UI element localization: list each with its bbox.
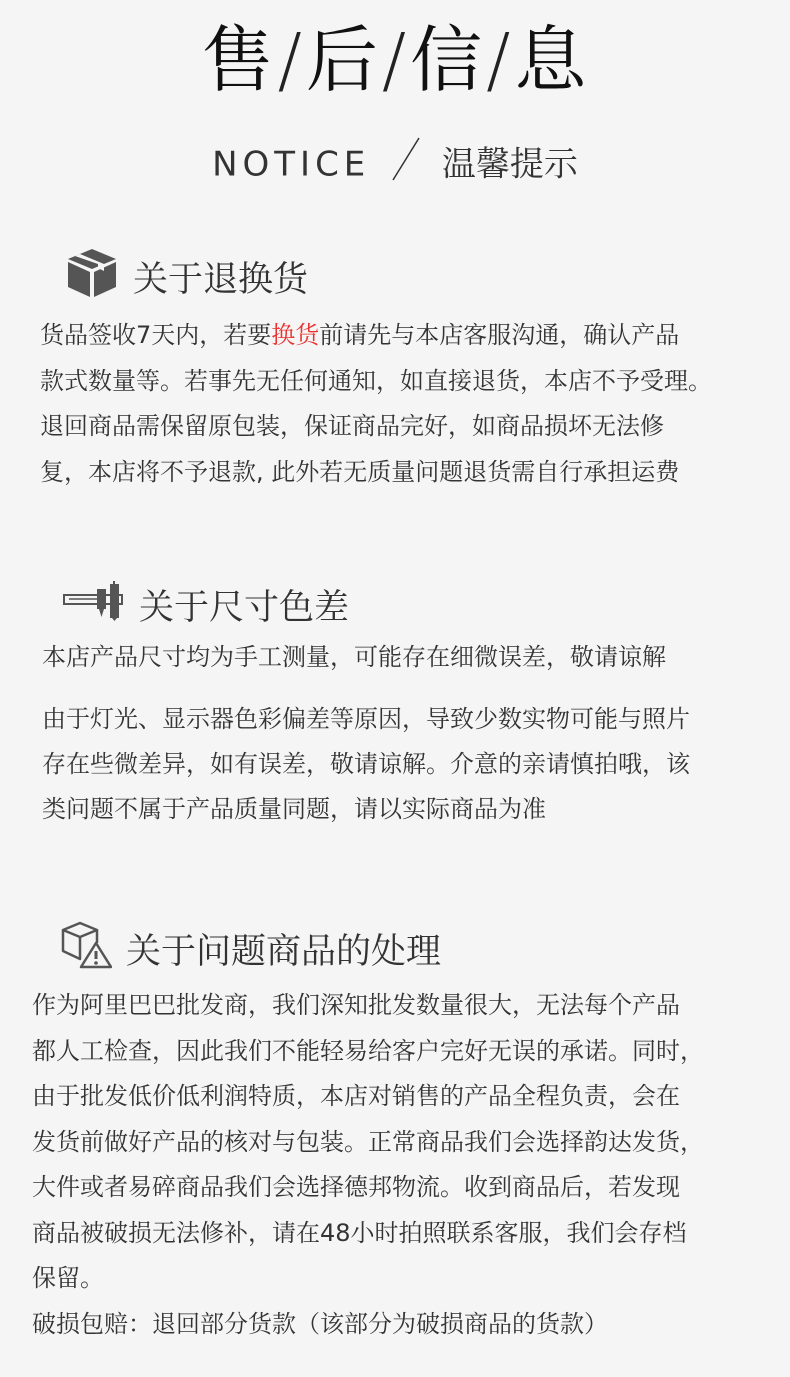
slash-divider-icon: [381, 134, 431, 198]
section-title: 关于尺寸色差: [139, 588, 350, 628]
section-body-problem-goods: [32, 983, 704, 1347]
text-line: 大件或者易碎商品我们会选择德邦物流。收到商品后，若发现: [32, 1173, 680, 1201]
title-separator: /: [277, 18, 304, 102]
section-title: 关于退换货: [133, 260, 309, 300]
box-warning-icon: [60, 921, 112, 978]
box-icon: [65, 247, 119, 308]
text-line: 作为阿里巴巴批发商，我们深知批发数量很大，无法每个产品: [32, 991, 680, 1019]
section-intro-size: [42, 637, 666, 677]
text-segment: 货品签收7天内，若要: [40, 321, 272, 349]
caliper-icon: [63, 581, 125, 630]
page-title: [0, 12, 790, 108]
text-line: 款式数量等。若事先无任何通知，如直接退货，本店不予受理。: [40, 366, 712, 395]
subtitle-chinese: 温馨提示: [441, 144, 578, 185]
text-line: 发货前做好产品的核对与包装。正常商品我们会选择韵达发货，: [32, 1127, 704, 1156]
highlight-text: 换货: [271, 321, 320, 349]
text-line: 复，本店将不予退款, 此外若无质量问题退货需自行承担运费: [40, 457, 680, 486]
section-heading-size: [63, 578, 349, 632]
page-subtitle: [0, 134, 790, 198]
text-line: 类问题不属于产品质量同题，请以实际商品为准: [42, 795, 546, 823]
text-line: [40, 313, 712, 359]
section-body-returns: [40, 313, 712, 495]
title-separator: /: [381, 18, 409, 102]
text-line: 保留。: [32, 1264, 104, 1292]
text-line: 由于灯光、显示器色彩偏差等原因，导致少数实物可能与照片: [42, 705, 690, 733]
title-separator: /: [486, 18, 513, 102]
text-segment: 前请先与本店客服沟通，确认产品: [319, 321, 680, 349]
section-body-size: [42, 697, 690, 832]
subtitle-english: NOTICE: [212, 144, 371, 185]
text-line: 商品被破损无法修补，请在48小时拍照联系客服，我们会存档: [32, 1218, 687, 1247]
text-line: 破损包赔：退回部分货款（该部分为破损商品的货款）: [32, 1309, 608, 1338]
text-line: 都人工检查，因此我们不能轻易给客户完好无误的承诺。同时，: [32, 1036, 704, 1065]
text-line: 由于批发低价低利润特质，本店对销售的产品全程负责，会在: [32, 1082, 680, 1110]
section-heading-problem-goods: [60, 921, 441, 977]
text-line: 退回商品需保留原包装，保证商品完好，如商品损坏无法修: [40, 412, 664, 440]
section-title: 关于问题商品的处理: [126, 932, 442, 972]
title-char: 息: [514, 18, 589, 102]
title-char: 售: [201, 18, 276, 102]
title-char: 后: [305, 18, 380, 102]
section-heading-returns: [65, 250, 308, 304]
title-char: 信: [410, 18, 485, 102]
text-line: 本店产品尺寸均为手工测量，可能存在细微误差，敬请谅解: [42, 643, 666, 671]
text-line: 存在些微差异，如有误差，敬请谅解。介意的亲请慎拍哦，该: [42, 750, 690, 778]
